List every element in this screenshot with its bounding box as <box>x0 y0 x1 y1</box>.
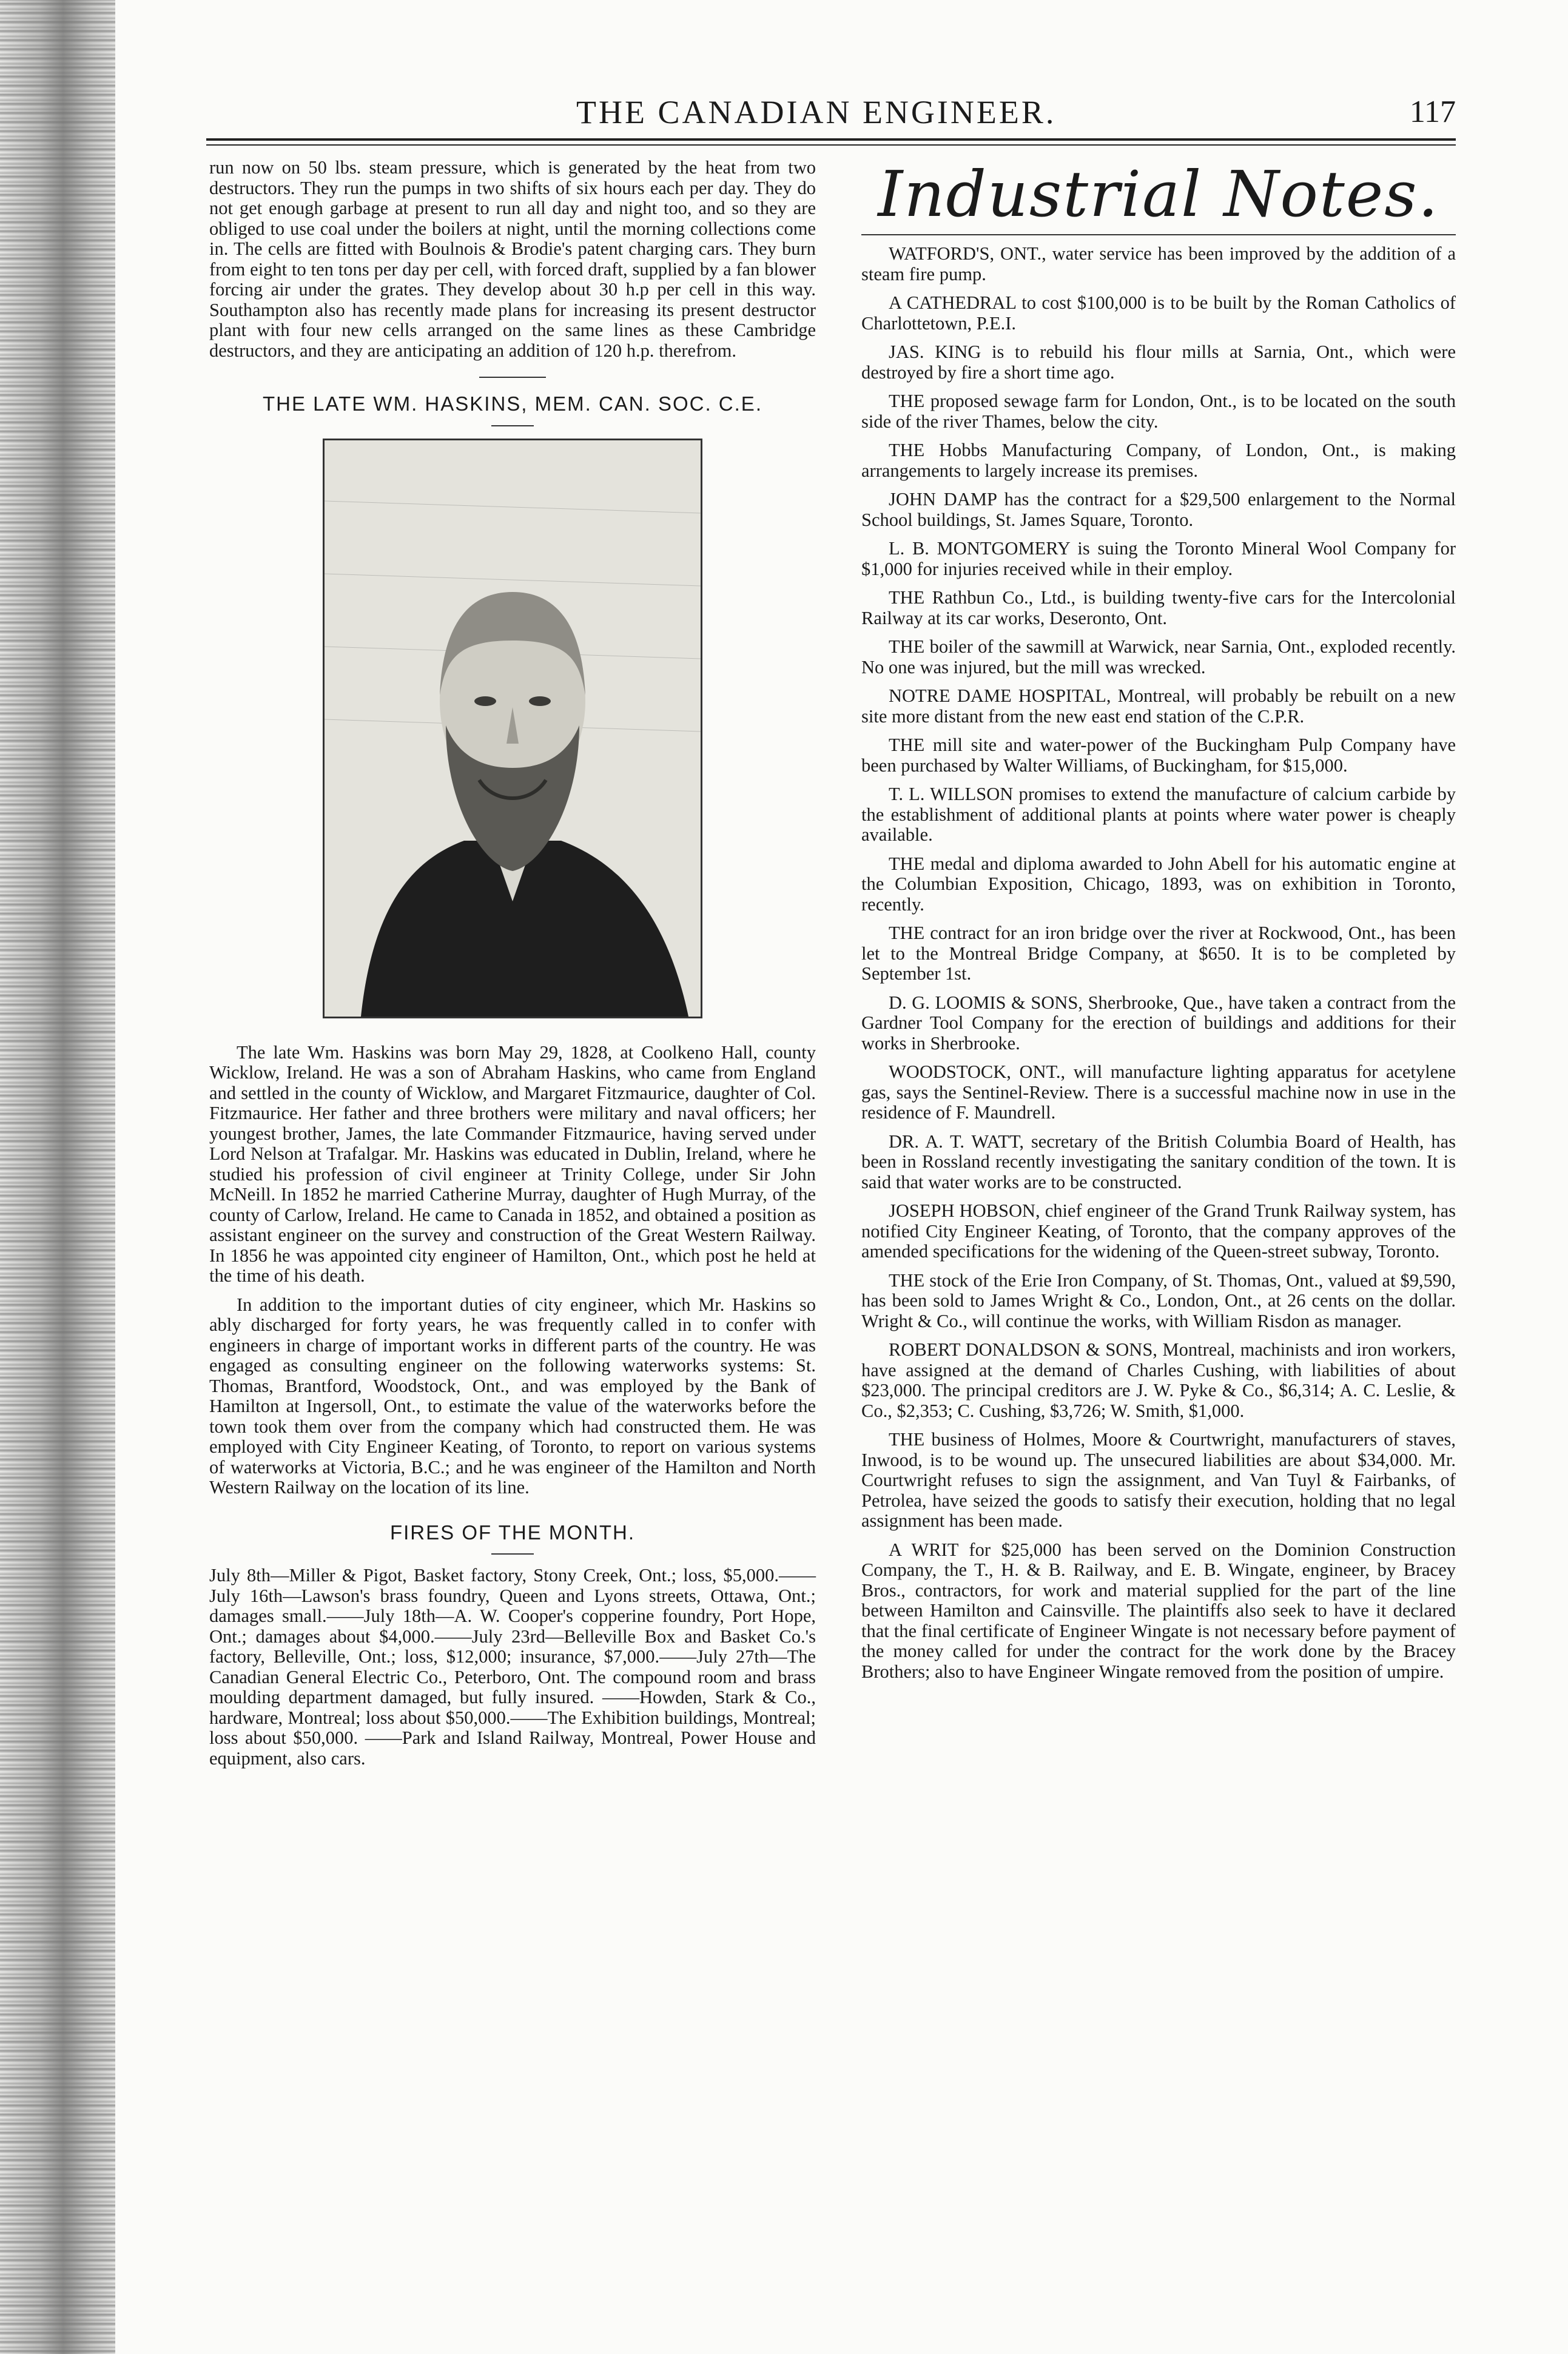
note-item: THE boiler of the sawmill at Warwick, near Sarnia, Ont., exploded recently. No one was injured, but the mill was wrecked. <box>861 636 1456 678</box>
destructor-article-continuation: run now on 50 lbs. steam pressure, which is generated by the heat from two destructors. They run the pumps in two shifts of six hours each per day. They do not get enough garbage at present to run all day and night too, and so they are obliged to use coal under the boilers at night, until the morning collections come in. The cells are fitted with Boulnois & Brodie's patent charging cars. They burn from eight to ten tons per day per cell, with forced draft, supplied by a fan blower forcing air under the grates. They develop about 30 h.p per cell in this way. Southampton also has recently made plans for increasing its present destructor plant with four new cells arranged on the same lines as these Cambridge destructors, and they are anticipating an addition of 120 h.p. therefrom. <box>209 157 816 361</box>
note-item: JOHN DAMP has the contract for a $29,500 enlargement to the Normal School buildings, St. James Square, Toronto. <box>861 489 1456 530</box>
note-item: THE mill site and water-power of the Buckingham Pulp Company have been purchased by Walter Williams, of Buckingham, for $15,000. <box>861 735 1456 776</box>
note-item: THE contract for an iron bridge over the river at Rockwood, Ont., has been let to the Montreal Bridge Company, at $650. It is to be completed by September 1st. <box>861 923 1456 984</box>
note-item: WATFORD'S, ONT., water service has been improved by the addition of a steam fire pump. <box>861 243 1456 284</box>
note-item: JAS. KING is to rebuild his flour mills at Sarnia, Ont., which were destroyed by fire a short time ago. <box>861 341 1456 383</box>
portrait-engraving <box>325 440 701 1017</box>
note-item: ROBERT DONALDSON & SONS, Montreal, machinists and iron workers, have assigned at the demand of Charles Cushing, with liabilities of about $23,000. The principal creditors are J. W. Pyke & Co., $6,314; A. C. Leslie, & Co., $2,353; C. Cushing, $3,726; W. Smith, $1,000. <box>861 1339 1456 1421</box>
note-item: THE Hobbs Manufacturing Company, of London, Ont., is making arrangements to largely increase its premises. <box>861 440 1456 481</box>
haskins-obituary-heading: THE LATE WM. HASKINS, MEM. CAN. SOC. C.E. <box>263 392 762 415</box>
note-item: THE medal and diploma awarded to John Abell for his automatic engine at the Columbian Exposition, Chicago, 1893, was on exhibition in Toronto, recently. <box>861 853 1456 915</box>
note-item: L. B. MONTGOMERY is suing the Toronto Mineral Wool Company for $1,000 for injuries received while in their employ. <box>861 538 1456 579</box>
fires-text: July 8th—Miller & Pigot, Basket factory, Stony Creek, Ont.; loss, $5,000.——July 16th—Lawson's brass foundry, Queen and Lyons streets, Ottawa, Ont.; damages small.——July 18th—A. W. Cooper's copperine foundry, Port Hope, Ont.; damages about $4,000.——July 23rd—Belleville Box and Basket Co.'s factory, Belleville, Ont.; loss, $12,000; insurance, $7,000.——July 27th—The Canadian General Electric Co., Peterboro, Ont. The compound room and brass moulding department damaged, but fully insured. ——Howden, Stark & Co., hardware, Montreal; loss about $50,000.——The Exhibition buildings, Montreal; loss about $50,000. ——Park and Island Railway, Montreal, Power House and equipment, also cars. <box>209 1565 816 1769</box>
section-divider <box>479 377 546 378</box>
note-item: JOSEPH HOBSON, chief engineer of the Grand Trunk Railway system, has notified City Engineer Keating, of Toronto, that the company approves of the amended specifications for the widening of the Queen-street subway, Toronto. <box>861 1200 1456 1262</box>
heading-divider <box>491 1553 534 1555</box>
running-title: THE CANADIAN ENGINEER. <box>576 94 1057 130</box>
heading-divider <box>491 425 534 426</box>
note-item: WOODSTOCK, ONT., will manufacture lighting apparatus for acetylene gas, says the Sentinel-Review. There is a successful machine now in use in the residence of F. Maundrell. <box>861 1061 1456 1123</box>
haskins-career-paragraph: In addition to the important duties of city engineer, which Mr. Haskins so ably discharged for forty years, he was frequently called in to confer with engineers in charge of important works in different parts of the country. He was engaged as consulting engineer on the following waterworks systems: St. Thomas, Brantford, Woodstock, Ont., and was employed by the Bank of Hamilton at Ingersoll, Ont., to estimate the value of the waterworks before the town took them over from the company which had constructed them. He was employed with City Engineer Keating, of Toronto, to report on various systems of waterworks at Victoria, B.C.; and he was engineer of the Hamilton and North Western Railway on the location of its line. <box>209 1294 816 1498</box>
header-rule <box>206 138 1456 146</box>
right-column <box>861 158 1456 1690</box>
haskins-biography-paragraph: The late Wm. Haskins was born May 29, 1828, at Coolkeno Hall, county Wicklow, Ireland. He was a son of Abraham Haskins, who came from England and settled in the county of Wicklow, and Margaret Fitzmaurice, daughter of Col. Fitzmaurice. Her father and three brothers were military and naval officers; her youngest brother, James, the late Commander Fitzmaurice, having served under Lord Nelson at Trafalgar. Mr. Haskins was educated in Dublin, Ireland, where he studied his profession of civil engineer at Trinity College, under Sir John McNeill. In 1852 he married Catherine Murray, daughter of Hugh Murray, of the county of Carlow, Ireland. He came to Canada in 1852, and obtained a position as assistant engineer on the survey and construction of the Great Western Railway. In 1856 he was appointed city engineer of Hamilton, Ont., which post he held at the time of his death. <box>209 1041 816 1286</box>
scanned-binding-edge <box>0 0 115 2354</box>
note-item: THE Rathbun Co., Ltd., is building twenty-five cars for the Intercolonial Railway at its car works, Deseronto, Ont. <box>861 587 1456 628</box>
note-item: NOTRE DAME HOSPITAL, Montreal, will probably be rebuilt on a new site more distant from the new east end station of the C.P.R. <box>861 685 1456 727</box>
note-item: DR. A. T. WATT, secretary of the British Columbia Board of Health, has been in Rossland recently investigating the sanitary condition of the town. It is said that water works are to be constructed. <box>861 1131 1456 1192</box>
page-header <box>206 91 1456 140</box>
note-item: A WRIT for $25,000 has been served on the Dominion Construction Company, the T., H. & B. Railway, and E. B. Wingate, engineer, by Bracey Bros., contractors, for work and material supplied for the part of the line between Hamilton and Cainsville. The plaintiffs also seek to have it declared that the final certificate of Engineer Wingate is not necessary before payment of the money called for under the contract for the work done by the Bracey Brothers; also to have Engineer Wingate removed from the position of umpire. <box>861 1539 1456 1682</box>
note-item: THE stock of the Erie Iron Company, of St. Thomas, Ont., valued at $9,590, has been sold to James Wright & Co., London, Ont., at 26 cents on the dollar. Wright & Co., will continue the works, with William Risdon as manager. <box>861 1269 1456 1331</box>
heading-rule <box>861 234 1456 235</box>
industrial-notes-heading: Industrial Notes. <box>878 157 1439 231</box>
haskins-portrait <box>323 439 702 1018</box>
fires-list <box>209 1565 816 1769</box>
note-item: T. L. WILLSON promises to extend the manufacture of calcium carbide by the establishment of additional plants at points where water power is cheaply available. <box>861 784 1456 845</box>
note-item: THE business of Holmes, Moore & Courtwright, manufacturers of staves, Inwood, is to be wound up. The unsecured liabilities are about $34,000. Mr. Courtwright refuses to sign the assignment, and Van Tuyl & Fairbanks, of Petrolea, have seized the goods to satisfy their execution, holding that no legal assignment has been made. <box>861 1429 1456 1531</box>
fires-heading: FIRES OF THE MONTH. <box>389 1521 636 1544</box>
note-item: A CATHEDRAL to cost $100,000 is to be built by the Roman Catholics of Charlottetown, P.E.I. <box>861 292 1456 334</box>
left-column <box>209 158 816 1777</box>
note-item: THE proposed sewage farm for London, Ont., is to be located on the south side of the river Thames, below the city. <box>861 391 1456 432</box>
page-number: 117 <box>1409 95 1456 129</box>
note-item: D. G. LOOMIS & SONS, Sherbrooke, Que., have taken a contract from the Gardner Tool Company for the erection of buildings and additions for their works in Sherbrooke. <box>861 992 1456 1054</box>
